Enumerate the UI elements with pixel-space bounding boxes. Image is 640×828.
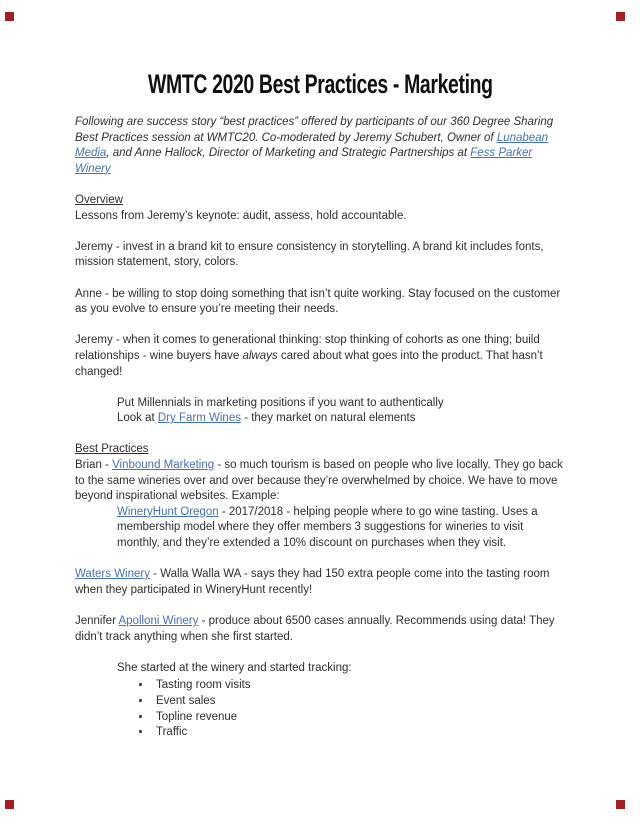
overview-lessons xyxy=(75,209,566,225)
text-segment: Look at xyxy=(117,412,158,425)
text-segment: - 2017/2018 - helping people where to go wine tasting. Uses a membership model where they offer members 3 suggestions for wineries to visit monthly, and they’re extended a 10% discount on purchases when they visit. xyxy=(117,505,538,550)
corner-marker-top-right xyxy=(616,12,625,21)
corner-marker-top-left xyxy=(5,12,14,21)
text-segment: always xyxy=(242,349,278,362)
list-item: • Tasting room visits xyxy=(152,678,566,694)
millennials-note xyxy=(117,396,566,412)
apolloni-winery-link[interactable]: Apolloni Winery xyxy=(118,615,199,627)
text-segment: Jeremy - invest in a brand kit to ensure consistency in storytelling. A brand kit includes fonts, mission statement, story, colors. xyxy=(75,240,544,269)
list-item: • Topline revenue xyxy=(152,710,566,726)
corner-marker-bottom-left xyxy=(5,800,14,809)
text-segment: cared about what goes into the product. That hasn’t changed! xyxy=(75,349,543,378)
she-started-tracking xyxy=(117,661,566,677)
anne-stop-doing xyxy=(75,287,566,318)
text-segment: Best Practices xyxy=(75,443,149,456)
text-segment: , and Anne Hallock, Director of Marketing and Strategic Partnerships at xyxy=(106,147,471,160)
text-segment: She started at the winery and started tracking: xyxy=(117,661,352,674)
text-segment: - so much tourism is based on people who live locally. They go back to the same wineries over and over because they’re overwhelmed by choice. We have to move beyond inspirational websites. Example: xyxy=(75,459,563,503)
intro-paragraph xyxy=(75,115,566,177)
wineryhunt-oregon-link[interactable]: WineryHunt Oregon xyxy=(117,505,219,518)
fess-parker-winery-link[interactable]: Fess Parker Winery xyxy=(75,147,533,175)
document-title-text: WMTC 2020 Best Practices - Marketing xyxy=(148,69,493,99)
jeremy-brand-kit xyxy=(75,240,566,271)
vinbound-marketing-link[interactable]: Vinbound Marketing xyxy=(112,459,215,472)
text-segment: - they market on natural elements xyxy=(240,412,416,425)
brian-vinbound xyxy=(75,458,566,505)
waters-winery xyxy=(75,567,566,598)
document-body xyxy=(75,115,566,741)
text-segment: Put Millennials in marketing positions if you want to authentically xyxy=(117,396,444,409)
waters-winery-link[interactable]: Waters Winery xyxy=(75,568,150,581)
text-segment: - produce about 6500 cases annually. Recommends using data! They didn’t track anything when she first started. xyxy=(75,615,555,643)
text-segment: Jeremy - when it comes to generational thinking: stop thinking of cohorts as one thing; build relationships - wine buyers have xyxy=(75,334,540,362)
list-item: • Traffic xyxy=(152,725,566,741)
jeremy-generational xyxy=(75,333,566,380)
list-item: • Event sales xyxy=(152,694,566,710)
text-segment: Jennifer xyxy=(75,615,119,627)
overview-heading xyxy=(75,193,566,209)
dry-farm-note xyxy=(117,411,566,427)
text-segment: Brian - xyxy=(75,459,113,472)
wineryhunt-example xyxy=(117,505,566,552)
corner-marker-bottom-right xyxy=(616,800,625,809)
jennifer-apolloni xyxy=(75,614,566,645)
tracking-list xyxy=(134,678,566,740)
text-segment: Lessons from Jeremy’s keynote: audit, assess, hold accountable. xyxy=(75,209,407,222)
text-segment: Following are success story “best practices” offered by participants of our 360 Degree Sharing Best Practices session at WMTC20. Co-moderated by Jeremy Schubert, Owner of xyxy=(75,116,554,144)
document-title xyxy=(75,70,566,98)
text-segment: - Walla Walla WA - says they had 150 extra people come into the tasting room when they participated in WineryHunt recently! xyxy=(75,568,550,596)
best-practices-heading xyxy=(75,442,566,458)
lunabean-media-link[interactable]: Lunabean Media xyxy=(75,131,548,160)
text-segment: Anne - be willing to stop doing something that isn’t quite working. Stay focused on the customer as you evolve to ensure you’re meeting their needs. xyxy=(75,287,561,316)
dry-farm-wines-link[interactable]: Dry Farm Wines xyxy=(157,412,241,425)
text-segment: Overview xyxy=(75,193,123,206)
